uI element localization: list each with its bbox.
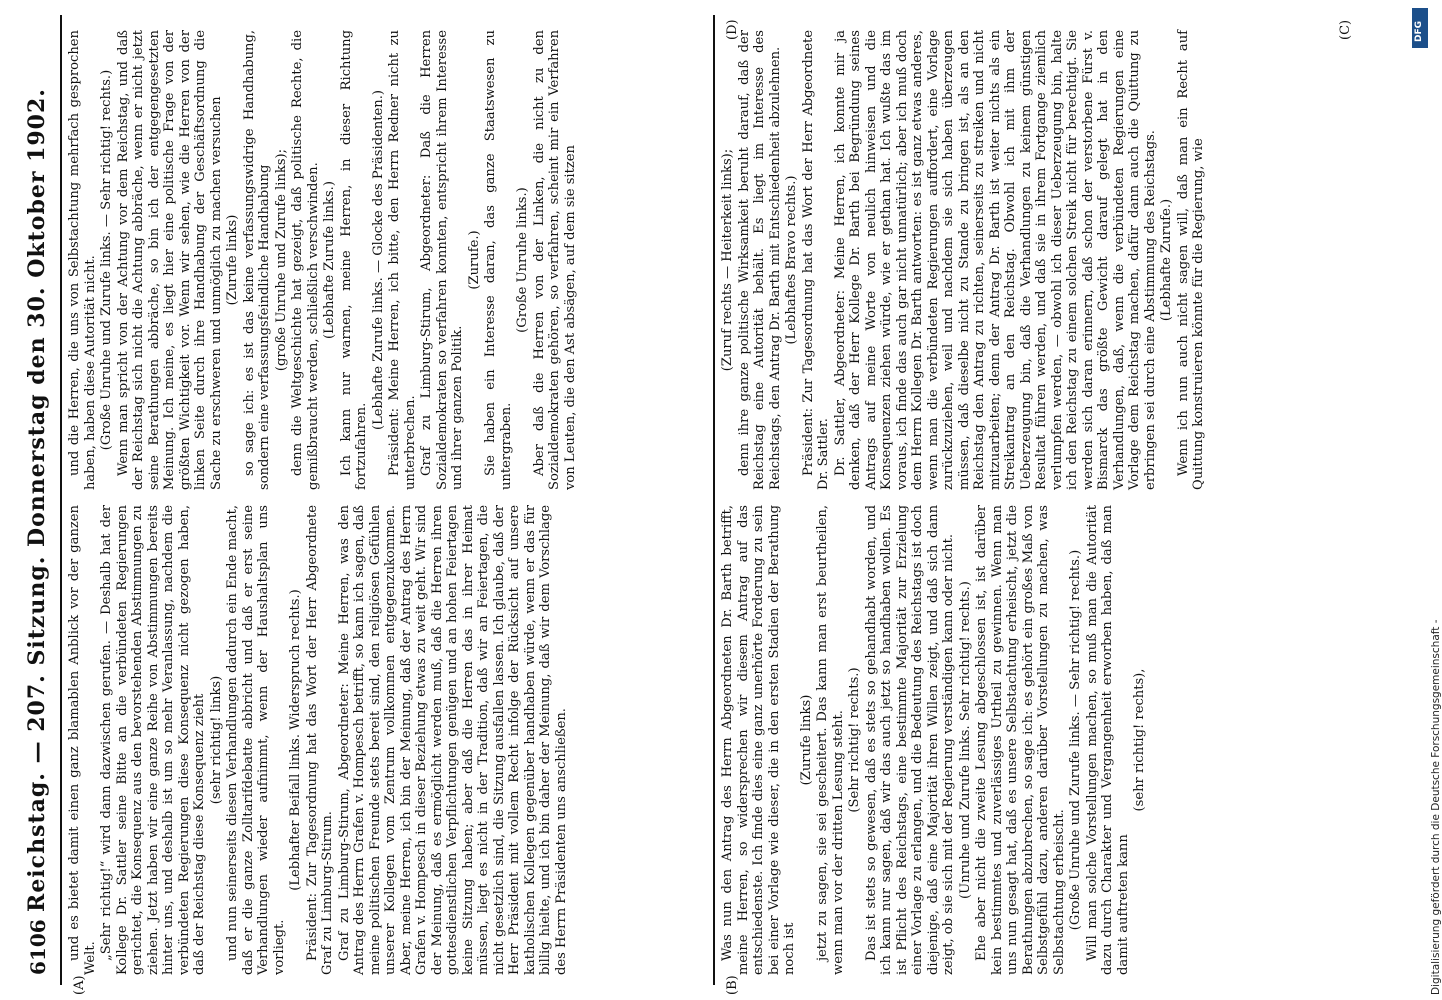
paragraph: denn ihre ganze politische Wirksamkeit beruht darauf, daß der Reichstag eine Autorität behält. Es liegt im Interesse des Reichstags, den Antrag Dr. Barth mit Entschiedenheit abzulehnen. [736,30,783,490]
margin-marker-c: (C) [1338,19,1353,40]
interjection: (Lebhafte Zurufe.) [1159,198,1174,322]
interjection: (Lebhafte Zurufe links.) [322,181,337,339]
interjection: (Zurufe links) [225,214,240,306]
page-number: 6106 [26,919,50,975]
paragraph: Graf zu Limburg-Stirum, Abgeordneter: Daß die Herren Sozialdemokraten so verfahren konnten, entspricht ihrem Interesse und ihrer ganzen Politik. [419,30,465,490]
margin-marker-d: (D) [725,19,740,40]
interjection: (sehr richtig! rechts), [1132,668,1147,812]
paragraph: Das ist stets so gewesen, daß es stets so gehandhabt worden, und ich kann nur sagen, daß wir das auch jetzt so handhaben wollen. Es ist Pflicht des Reichstags, eine bestimmte Majorität zur Erzielung einer Vorlage zu erlangen, und die Bedeutung des Reichstags ist doch diejenige, daß eine Majorität ihren Willen zeigt, und daß sich dann zeigt, ob sie sich mit der Regierung verständigen kann oder nicht. [863,505,956,975]
interjection: (Lebhafter Beifall links. Widerspruch rechts.) [288,589,303,891]
paragraph: Was nun den Antrag des Herrn Abgeordneten Dr. Barth betrifft, meine Herren, so widersprechen wir diesem Antrag auf das entschiedenste. Ich finde dies eine ganz unerhörte Forderung zu sein bei einer Vorlage wie dieser, die in den ersten Stadien der Berathung noch ist [720,505,797,975]
interjection: (Große Unruhe links.) [515,187,530,333]
digitization-credit [1405,0,1442,1000]
dfg-logo-text: DFG [1414,20,1424,42]
column-2-top [67,30,707,490]
column-divider [713,15,715,985]
interjection: (Zuruf rechts — Heiterkeit links); [720,148,735,372]
interjection: (Zurufe links) [798,694,814,786]
paragraph: und die Herren, die uns von Selbstachtung mehrfach gesprochen haben, haben diese Autorität nicht. [67,30,98,490]
paragraph: jetzt zu sagen, sie sei gescheitert. Das kann man erst beurtheilen, wenn man vor der dritten Lesung steht. [815,505,846,975]
interjection: (Sehr richtig! rechts.) [847,667,862,813]
running-title: Reichstag. — 207. Sitzung. Donnerstag den 30. Oktober 1902. [24,88,50,912]
column-1-bottom [720,505,1350,975]
paragraph: „Sehr richtig!“ wird dann dazwischen gerufen. — Deshalb hat der Kollege Dr. Sattler seine Bitte an die verbündeten Regierungen gerichtet, die Konsequenz aus den bevorstehenden Abstimmungen zu ziehen. Jetzt haben wir eine ganze Reihe von Abstimmungen bereits hinter uns, und deshalb ist um so mehr Veranlassung, nachdem die verbündeten Regierungen diese Konsequenz nicht gezogen haben, daß der Reichstag diese Konsequenz zieht [99,505,207,975]
interjection: (Lebhafte Zurufe links. — Glocke des Präsidenten.) [370,90,386,430]
paragraph: Ehe aber nicht die zweite Lesung abgeschlossen ist, ist darüber kein bestimmtes und zuverlässiges Urtheil zu gewinnen. Wenn man uns nun gesagt hat, daß es unsere Selbstachtung erheischt, jetzt die Berathungen abzubrechen, so sage ich: es gehört ein großes Maß von Selbstgefühl dazu, anderen darüber Vorstellungen zu machen, was Selbstachtung erheischt. [974,505,1067,975]
paragraph: Präsident: Meine Herren, ich bitte, den Herrn Redner nicht zu unterbrechen. [387,30,418,490]
margin-marker-a: (A) [72,975,87,995]
interjection: (Große Unruhe und Zurufe links. — Sehr richtig! rechts.) [1068,549,1083,931]
interjection: (Große Unruhe und Zurufe links. — Sehr richtig! rechts.) [99,69,114,451]
interjection: (sehr richtig! links) [208,675,224,805]
paragraph: Ich kann nur warnen, meine Herren, in dieser Richtung fortzufahren. [338,30,369,490]
paragraph: Wenn man spricht von der Achtung vor dem Reichstag, und daß der Reichstag sich nicht die Achtung abbräche, wenn er nicht jetzt seine Berathungen abbräche, so bin ich der entgegengesetzten Meinung. Ich meine, es liegt hier eine politische Frage von der größten Wichtigkeit vor. Wenn wir sehen, wie die Herren von der linken Seite durch ihre Handhabung der Geschäftsordnung die Sache zu erschweren und unmöglich zu machen versuchen [115,30,224,490]
paragraph: Sie haben ein Interesse daran, das ganze Staatswesen zu untergraben. [483,30,514,490]
header-rule [60,15,62,985]
dfg-logo [1412,8,1428,48]
paragraph: und es bietet damit einen ganz blamablen Anblick vor der ganzen Welt. [67,505,98,975]
column-1-top [67,505,707,975]
paragraph: Aber daß die Herren von der Linken, die nicht zu den Sozialdemokraten gehören, so verfahren, scheint mir ein Verfahren von Leuten, die den Ast absägen, auf dem sie sitzen [531,30,578,490]
paragraph: denn die Weltgeschichte hat gezeigt, daß politische Rechte, die gemißbraucht werden, schließlich verschwinden. [290,30,321,490]
paragraph: so sage ich: es ist das keine verfassungswidrige Handhabung, sondern eine verfassungsfeindliche Handhabung [241,30,272,490]
margin-marker-b: (B) [725,975,740,995]
printed-page-rotated [20,15,1410,995]
paragraph: Will man solche Vorstellungen machen, so muß man die Autorität dazu durch Charakter und Vergangenheit erworben haben, daß man damit auftreten kann [1084,505,1131,975]
paragraph: Wenn ich nun auch nicht sagen will, daß man ein Recht auf Quittung konstruieren könnte für die Regierung, wie [1175,30,1206,490]
paragraph: Dr. Sattler, Abgeordneter: Meine Herren, ich konnte mir ja denken, daß der Herr Kollege Dr. Barth bei Begründung seines Antrags auf meine Worte von neulich hinweisen und die Konsequenzen ziehen würde, wie er gethan hat. Ich wußte das im voraus, ich finde das auch gar nicht unnatürlich; aber ich muß doch dem Herrn Kollegen Dr. Barth antworten: es ist ganz etwas anderes, wenn man die verbündeten Regierungen auffordert, eine Vorlage zurückzuziehen, weil und nachdem sie sich haben überzeugen müssen, daß dieselbe nicht zu Stande zu bringen ist, als an den Reichstag den Antrag zu richten, seinerseits zu streiken und nicht mitzuarbeiten; denn der Antrag Dr. Barth ist weiter nichts als ein Streikantrag an den Reichstag. Obwohl ich mit ihm der Ueberzeugung bin, daß die Verhandlungen zu keinem günstigen Resultat führen werden, und daß sie in ihrem Fortgange ziemlich verlumpfen werden, — obwohl ich dieser Ueberzeugung bin, halte ich den Reichstag zu einem solchen Streik nicht für berechtigt. Sie werden sich daran erinnern, daß schon der verstorbene Fürst v. Bismarck das größte Gewicht darauf gelegt hat in den Verhandlungen, daß, wenn die verbündeten Regierungen eine Vorlage dem Reichstag machen, dafür dann auch die Quittung zu erbringen sei durch eine Abstimmung des Reichstags. [832,30,1158,490]
column-2-bottom [720,30,1350,490]
paragraph: Graf zu Limburg-Stirum, Abgeordneter: Meine Herren, was den Antrag des Herrn Grafen v. Hompesch betrifft, so kann ich sagen, daß meine politischen Freunde stets bereit sind, den religiösen Gefühlen unserer Kollegen vom Zentrum vollkommen entgegenzukommen. Aber, meine Herren, ich bin der Meinung, daß der Antrag des Herrn Grafen v. Hompesch in dieser Beziehung etwas zu weit geht. Wir sind der Meinung, daß es ermöglicht werden muß, daß die Herren ihren gottesdienstlichen Verpflichtungen genügen und an hohen Feiertagen keine Sitzung haben; aber daß die Herren das in ihrer Heimat müssen, liegt es nicht in der Tradition, daß wir an Feiertagen, die nicht gesetzlich sind, die Sitzung ausfallen lassen. Ich glaube, daß der Herr Präsident mit vollem Recht infolge der Rücksicht auf unsere katholischen Kollegen gegenüber handhaben würde, wenn er das für billig hielte, und ich bin daher der Meinung, daß wir dem Vorschlage des Herrn Präsidenten uns anschließen. [336,505,569,975]
running-header [20,15,60,985]
interjection: (Zurufe.) [466,230,482,290]
interjection: (Unruhe und Zurufe links. Sehr richtig! rechts.) [957,581,973,899]
interjection: (große Unruhe und Zurufe links); [273,148,289,372]
paragraph: Präsident: Zur Tagesordnung hat das Wort der Herr Abgeordnete Graf zu Limburg-Stirum. [304,505,335,975]
interjection: (Lebhaftes Bravo rechts.) [784,175,799,345]
paragraph: und nun seinerseits diesen Verhandlungen dadurch ein Ende macht, daß er die ganze Zolltarifdebatte abbricht und daß er erst seine Verhandlungen wieder aufnimmt, wenn der Haushaltsplan uns vorliegt. [225,505,287,975]
credit-text: Digitalisierung gefördert durch die Deutsche Forschungsgemeinschaft - [1430,619,1442,995]
paragraph: Präsident: Zur Tagesordnung hat das Wort der Herr Abgeordnete Dr. Sattler. [800,30,831,490]
